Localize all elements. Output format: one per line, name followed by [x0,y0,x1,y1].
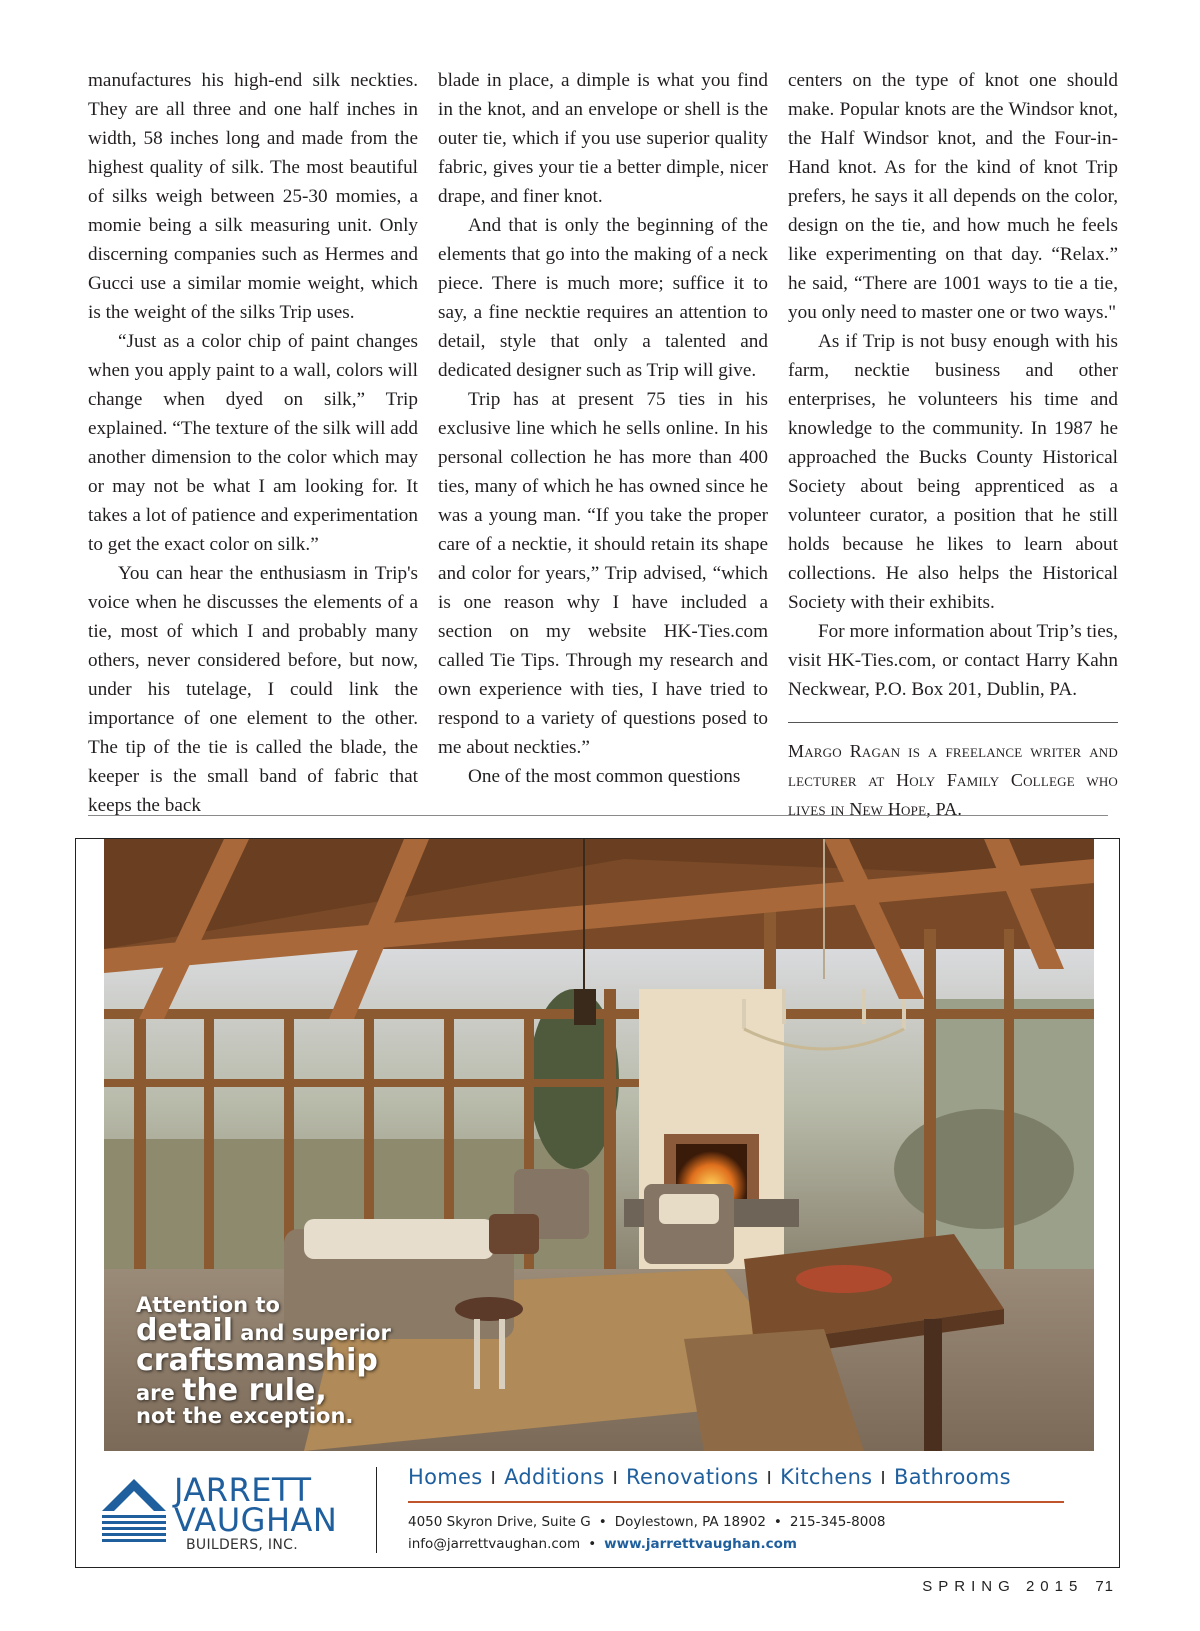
paragraph: “Just as a color chip of paint changes when you apply paint to a wall, colors will change when dyed on silk,” Trip explained. “The texture of the silk will add another dimension to the color which may or may not be what I am looking for. It takes a lot of patience and experimentation to get the exact color on silk.” [88,331,418,555]
paragraph: As if Trip is not busy enough with his farm, necktie business and other enterprises, he volunteers his time and knowledge to the community. In 1987 he approached the Bucks County Historical Society about being apprenticed as a volunteer curator, a position that he still holds because he likes to learn about collections. He also helps the Historical Society with their exhibits. [788,331,1118,613]
service-separator: I [612,1468,619,1489]
advertisement [75,838,1120,1568]
ad-tagline [136,1295,391,1427]
tagline-line: not the exception. [136,1404,354,1428]
article-body [88,66,1118,824]
phone-number: 215-345-8008 [789,1514,886,1530]
article-column-3 [788,66,1118,824]
service-separator: I [880,1468,887,1489]
city-state-zip: Doylestown, PA 18902 [614,1514,766,1530]
ad-photo-sunroom [104,839,1094,1451]
logo-name-line: VAUGHAN [174,1501,338,1539]
tagline-word: and superior [232,1321,391,1345]
tagline-line: craftsmanship [136,1343,378,1378]
service-item: Bathrooms [894,1465,1011,1489]
contact-info [408,1511,886,1555]
service-item: Kitchens [780,1465,873,1489]
address-line [408,1511,886,1533]
services-list [408,1465,1011,1489]
author-byline: Margo Ragan is a freelance writer and lecturer at Holy Family College who lives in New Hope, PA. [788,741,1118,819]
paragraph: manufactures his high-end silk neckties. They are all three and one half inches in width, 58 inches long and made from the highest quality of silk. The most beautiful of silks weigh between 25-30 momies, a momie being a silk measuring unit. Only discerning companies such as Hermes and Gucci use a similar momie weight, which is the weight of the silks Trip uses. [88,70,418,323]
page-number: 71 [1095,1578,1114,1595]
article-column-1 [88,66,418,824]
service-item: Renovations [626,1465,759,1489]
bullet: • [588,1536,597,1552]
services-underline [408,1501,1064,1503]
paragraph: One of the most common questions [468,766,741,787]
email-link[interactable]: info@jarrettvaughan.com [408,1536,581,1552]
paragraph: centers on the type of knot one should make. Popular knots are the Windsor knot, the Half Windsor knot, and the Four-in-Hand knot. As for the kind of knot Trip prefers, he says it all depends on the color, design on the tie, and how much he feels like experimenting on that day. “Relax.” he said, “There are 1001 ways to tie a tie, you only need to master one or two ways." [788,70,1118,323]
paragraph: And that is only the beginning of the elements that go into the making of a neck piece. There is much more; suffice it to say, a fine necktie requires an attention to detail, style that only a talented and dedicated designer such as Trip will give. [438,215,768,381]
tagline-word: detail [136,1313,233,1348]
paragraph: For more information about Trip’s ties, visit HK-Ties.com, or contact Harry Kahn Neckwear, P.O. Box 201, Dublin, PA. [788,621,1118,700]
company-logo [102,1471,352,1553]
house-roof-icon [102,1477,166,1547]
service-separator: I [766,1468,773,1489]
logo-subtitle: BUILDERS, INC. [186,1537,298,1553]
page-folio [922,1578,1114,1595]
logo-name-line: JARRETT [174,1471,312,1509]
paragraph: Trip has at present 75 ties in his exclusive line which he sells online. In his personal collection he has more than 400 ties, many of which he has owned since he was a young man. “If you take the proper care of a necktie, it should retain its shape and color for years,” Trip advised, “which is one reason why I have included a section on my website HK-Ties.com called Tie Tips. Through my research and own experience with ties, I have tried to respond to a variety of questions posed to me about neckties.” [438,389,768,758]
paragraph: blade in place, a dimple is what you find in the knot, and an envelope or shell is the outer tie, which if you use superior quality fabric, gives your tie a better dimple, nicer drape, and finer knot. [438,70,768,207]
bullet: • [773,1514,782,1530]
issue-label: SPRING 2015 [922,1578,1084,1595]
article-column-2 [438,66,768,824]
bullet: • [598,1514,607,1530]
service-item: Additions [504,1465,605,1489]
street-address: 4050 Skyron Drive, Suite G [408,1514,591,1530]
service-item: Homes [408,1465,483,1489]
logo-name [174,1471,338,1539]
tagline-word: are [136,1381,183,1405]
ad-footer-divider [376,1467,377,1553]
website-link[interactable]: www.jarrettvaughan.com [604,1536,797,1552]
page-divider [88,815,1108,816]
tagline-word: the rule, [182,1373,327,1408]
paragraph: You can hear the enthusiasm in Trip's voice when he discusses the elements of a tie, most of which I and probably many others, never considered before, but now, under his tutelage, I could link the importance of one element to the other. The tip of the tie is called the blade, the keeper is the small band of fabric that keeps the back [88,563,418,816]
tagline-line: Attention to [136,1293,280,1317]
byline-divider [788,722,1118,723]
web-line [408,1533,886,1555]
ad-footer [76,1451,1119,1567]
service-separator: I [490,1468,497,1489]
